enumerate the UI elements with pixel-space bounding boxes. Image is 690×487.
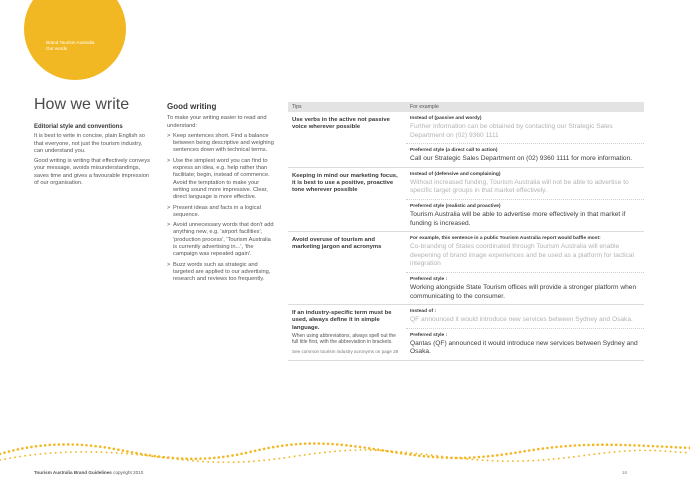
example-text: Without increased funding, Tourism Australia will not be able to advertise to specific target groups in that market effectively. <box>410 178 629 195</box>
tip-cell: Use verbs in the active not passive voice wherever possible <box>292 117 390 131</box>
footer-brand: Tourism Australia Brand Guidelines <box>34 470 112 475</box>
example-label: Preferred style (realistic and proactive) <box>410 203 501 209</box>
brand-tag-line2: Our words <box>46 46 68 51</box>
editorial-para-2: Good writing is writing that effectively conveys your message, avoids misunderstandings, saves time and gives a favourable impression of our organisation. <box>34 158 150 187</box>
example-block <box>406 168 644 200</box>
brand-tag <box>46 40 94 52</box>
bullet-text: Present ideas and facts in a logical sequence. <box>173 204 261 218</box>
example-text: Qantas (QF) announced it would introduce new services between Sydney and Osaka. <box>410 339 638 356</box>
table-row <box>288 305 644 361</box>
example-block <box>406 232 644 273</box>
tip-cell: Avoid overuse of tourism and marketing jargon and acronyms <box>292 237 382 251</box>
example-text: Working alongside State Tourism offices will provide a stronger platform when communicating to the consumer. <box>410 283 637 300</box>
editorial-heading: Editorial style and conventions <box>34 124 123 130</box>
bullet-item <box>167 158 274 202</box>
tip-note: When using abbreviations, always spell out the full title first, with the abbreviation in brackets. <box>292 332 396 346</box>
editorial-section <box>34 124 152 190</box>
bullet-marker-icon: > <box>167 261 171 268</box>
examples-cell <box>406 232 644 304</box>
tips-table <box>288 102 644 361</box>
dotted-wave-divider <box>0 438 690 466</box>
good-writing-section <box>167 103 274 287</box>
page-title: How we write <box>34 96 130 113</box>
page-number: 16 <box>622 470 628 475</box>
examples-cell <box>406 168 644 231</box>
tip-cell: Keeping in mind our marketing focus, it is best to use a positive, proactive tone wherever possible <box>292 172 398 194</box>
bullet-marker-icon: > <box>167 157 171 164</box>
table-row <box>288 168 644 232</box>
example-block <box>406 112 644 144</box>
examples-cell <box>406 112 644 167</box>
footer <box>34 470 143 475</box>
example-text: Co-branding of States coordinated through Tourism Australia will enable deepening of brand image experiences and be used as a platform for tactical integration <box>410 243 634 268</box>
example-block <box>406 273 644 304</box>
example-label: For example, this sentence in a public Tourism Australia report would baffle most: <box>410 236 601 242</box>
example-text: Further information can be obtained by contacting our Strategic Sales Department on (02) 9360 1111 <box>410 123 613 139</box>
bullet-item <box>167 133 274 155</box>
bullet-text: Use the simplest word you can find to express an idea, e.g. help rather than facilitate; begin, instead of commence. Avoid the temptation to make your writing sound more impressive. Clear, direct language is more effective. <box>173 157 270 201</box>
header-example: For example <box>410 104 439 110</box>
example-label: Preferred style (a direct call to action) <box>410 148 498 154</box>
table-row <box>288 112 644 168</box>
example-block <box>406 200 644 231</box>
table-header <box>288 102 644 112</box>
table-row <box>288 232 644 305</box>
example-block <box>406 329 644 360</box>
header-tips: Tips <box>292 104 302 110</box>
bullet-item <box>167 262 274 284</box>
example-label: Instead of (defensive and complaining) <box>410 171 501 177</box>
good-writing-heading: Good writing <box>167 102 217 111</box>
bullet-item <box>167 205 274 220</box>
bullet-text: Avoid unnecessary words that don't add anything new, e.g. 'airport facilities', 'production process', 'Tourism Australia is currently advertising in...', 'the campaign was repeated again'. <box>173 222 274 258</box>
tip-text: If an industry-specific term must be used, always define it in simple language. <box>292 310 392 331</box>
footer-copyright: copyright 2010 <box>113 470 144 475</box>
example-text: Tourism Australia will be able to advertise more effectively in that market if funding is increased. <box>410 210 626 227</box>
bullet-marker-icon: > <box>167 204 171 211</box>
example-label: Instead of : <box>410 309 437 315</box>
example-block <box>406 305 644 329</box>
good-writing-intro: To make your writing easier to read and understand: <box>167 115 267 129</box>
example-text: QF announced it would introduce new services between Sydney and Osaka. <box>410 316 633 324</box>
example-label: Preferred style : <box>410 332 448 338</box>
example-block <box>406 144 644 167</box>
bullet-marker-icon: > <box>167 132 171 139</box>
bullet-item <box>167 222 274 258</box>
editorial-para-1: It is best to write in concise, plain English so that everyone, not just the tourism industry, can understand you. <box>34 133 145 154</box>
brand-tag-line1: Brand Tourism Australia <box>46 40 95 45</box>
example-label: Instead of (passive and wordy) <box>410 116 482 121</box>
examples-cell <box>406 305 644 360</box>
example-text: Call our Strategic Sales Department on (02) 9360 1111 for more information. <box>410 155 633 163</box>
example-label: Preferred style : <box>410 276 448 282</box>
bullet-text: Buzz words such as strategic and targeted are applied to our advertising, research and reviews too frequently. <box>173 261 271 283</box>
bullet-marker-icon: > <box>167 222 171 229</box>
tip-cross-reference: See common tourism industry acronyms on page 28 <box>292 348 399 354</box>
tip-cell <box>288 305 406 360</box>
bullet-text: Keep sentences short. Find a balance between being descriptive and weighing sentences down with technical terms. <box>173 132 274 154</box>
